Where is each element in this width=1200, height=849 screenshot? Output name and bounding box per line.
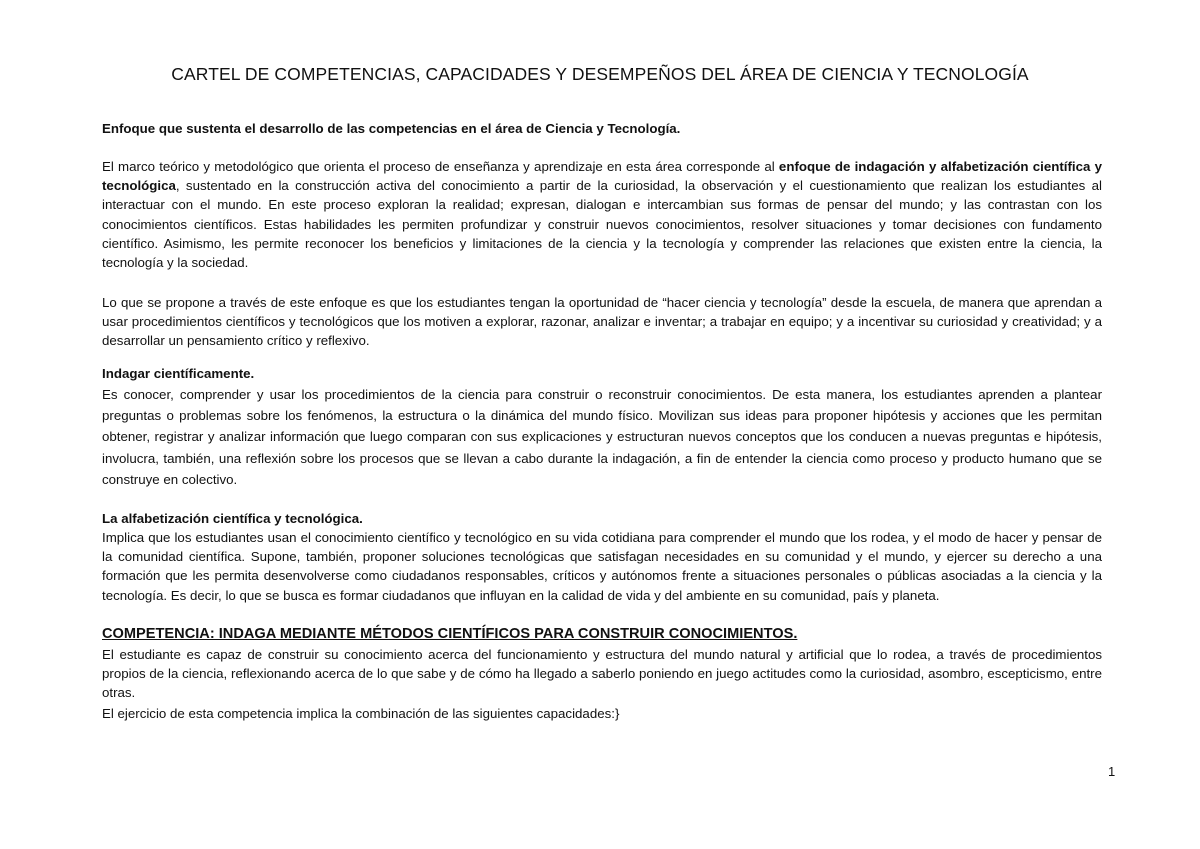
page-number: 1 bbox=[1108, 764, 1116, 779]
enfoque-heading: Enfoque que sustenta el desarrollo de las competencias en el área de Ciencia y Tecnología. bbox=[102, 121, 681, 136]
enfoque-paragraph bbox=[102, 157, 1102, 272]
indagar-heading: Indagar científicamente. bbox=[102, 366, 255, 381]
enfoque-paragraph-end: , sustentado en la construcción activa del conocimiento a partir de la curiosidad, la observación y el cuestionamiento que realizan los estudiantes al interactuar con el mundo. En este proceso exploran la realidad; expresan, dialogan e intercambian sus formas de pensar del mundo; y las contrastan con los conocimientos científicos. Estas habilidades les permiten profundizar y construir nuevos conocimientos, resolver situaciones y tomar decisiones con fundamento científico. Asimismo, les permite reconocer los beneficios y limitaciones de la ciencia y la tecnología y comprender las relaciones que existen entre la ciencia, la tecnología y la sociedad. bbox=[102, 178, 1102, 271]
alfabetizacion-paragraph: Implica que los estudiantes usan el conocimiento científico y tecnológico en su vida cotidiana para comprender el mundo que los rodea, y el modo de hacer y pensar de la comunidad científica. Supone, también, proponer soluciones tecnológicas que satisfagan necesidades en su comunidad y el mundo, y ejercer su derecho a una formación que les permita desenvolverse como ciudadanos responsables, críticos y autónomos frente a situaciones personales o públicas asociadas a la ciencia y la tecnología. Es decir, lo que se busca es formar ciudadanos que influyan en la calidad de vida y del ambiente en su comunidad, país y planeta. bbox=[102, 530, 1102, 603]
competencia-capacidades-line: El ejercicio de esta competencia implica la combinación de las siguientes capacidades:} bbox=[102, 706, 620, 721]
enfoque-paragraph-bold: enfoque de indagación y alfabetización científica y tecnológica bbox=[102, 159, 1103, 194]
competencia-paragraph: El estudiante es capaz de construir su conocimiento acerca del funcionamiento y estructura del mundo natural y artificial que lo rodea, a través de procedimientos propios de la ciencia, reflexionando acerca de lo que sabe y de cómo ha llegado a saberlo poniendo en juego actitudes como la curiosidad, asombro, escepticismo, entre otras. bbox=[102, 647, 1102, 701]
competencia-heading: COMPETENCIA: INDAGA MEDIANTE MÉTODOS CIENTÍFICOS PARA CONSTRUIR CONOCIMIENTOS. bbox=[102, 626, 798, 642]
document-title: CARTEL DE COMPETENCIAS, CAPACIDADES Y DESEMPEÑOS DEL ÁREA DE CIENCIA Y TECNOLOGÍA bbox=[171, 64, 1029, 84]
indagar-paragraph: Es conocer, comprender y usar los procedimientos de la ciencia para construir o reconstruir conocimientos. De esta manera, los estudiantes aprenden a plantear preguntas o problemas sobre los fenómenos, la estructura o la dinámica del mundo físico. Movilizan sus ideas para proponer hipótesis y acciones que les permitan obtener, registrar y analizar información que luego comparan con sus explicaciones y estructuran nuevos conceptos que los conducen a nuevas preguntas e hipótesis, involucra, también, una reflexión sobre los procesos que se llevan a cabo durante la indagación, a fin de entender la ciencia como proceso y producto humano que se construye en colectivo. bbox=[102, 387, 1102, 487]
enfoque-paragraph-start: El marco teórico y metodológico que orienta el proceso de enseñanza y aprendizaje en esta área corresponde al bbox=[102, 159, 779, 174]
alfabetizacion-heading: La alfabetización científica y tecnológica. bbox=[102, 511, 363, 526]
propuesta-paragraph: Lo que se propone a través de este enfoque es que los estudiantes tengan la oportunidad de “hacer ciencia y tecnología” desde la escuela, de manera que aprendan a usar procedimientos científicos y tecnológicos que los motiven a explorar, razonar, analizar e inventar; a trabajar en equipo; y a incentivar su curiosidad y creatividad; y a desarrollar un pensamiento crítico y reflexivo. bbox=[102, 295, 1102, 349]
